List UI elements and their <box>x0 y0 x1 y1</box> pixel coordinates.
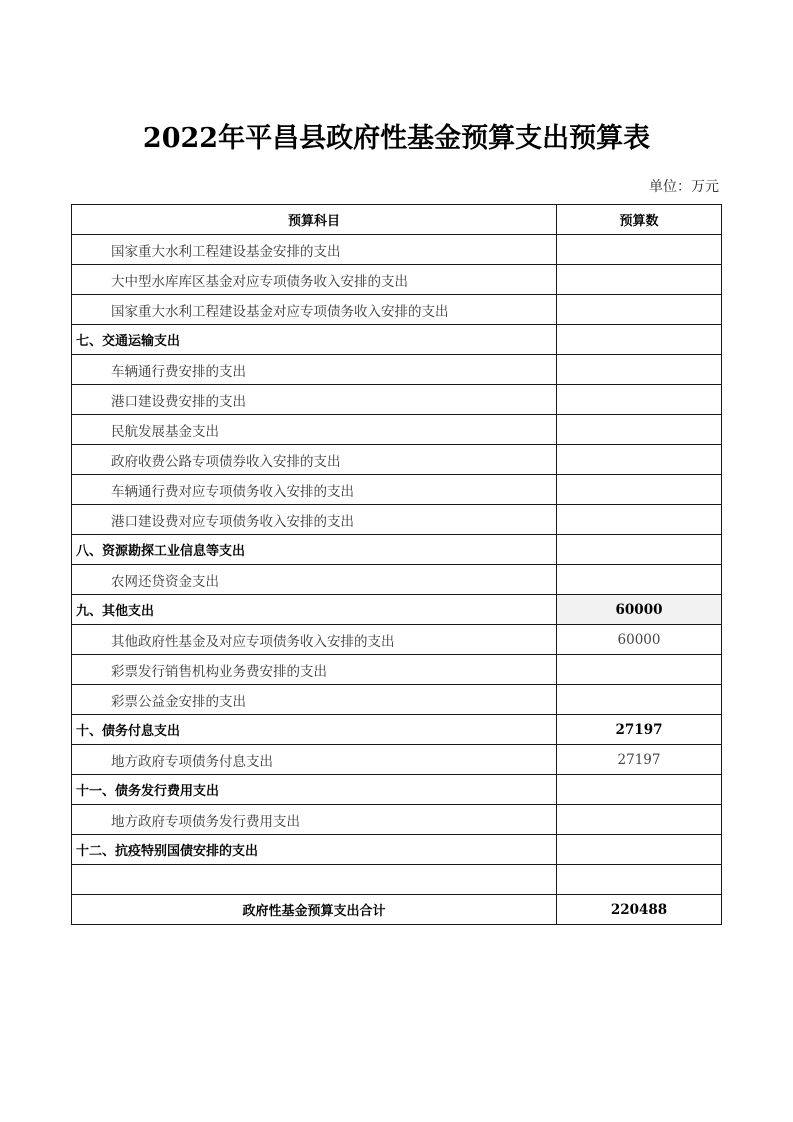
table-header-row <box>72 205 722 235</box>
row-value <box>557 655 722 685</box>
row-label: 国家重大水利工程建设基金对应专项债务收入安排的支出 <box>72 295 557 325</box>
row-value <box>557 415 722 445</box>
row-value <box>557 805 722 835</box>
row-label: 大中型水库库区基金对应专项债务收入安排的支出 <box>72 265 557 295</box>
category-row <box>72 775 722 805</box>
table-row <box>72 385 722 415</box>
row-label: 港口建设费安排的支出 <box>72 385 557 415</box>
row-value <box>557 325 722 355</box>
row-label: 地方政府专项债务付息支出 <box>72 745 557 775</box>
row-label: 彩票发行销售机构业务费安排的支出 <box>72 655 557 685</box>
row-value <box>557 265 722 295</box>
total-label: 政府性基金预算支出合计 <box>72 895 557 925</box>
table-row <box>72 565 722 595</box>
table-row <box>72 235 722 265</box>
page-title: 2022年平昌县政府性基金预算支出预算表 <box>142 123 651 154</box>
total-row <box>72 895 722 925</box>
category-row <box>72 715 722 745</box>
row-label: 车辆通行费对应专项债务收入安排的支出 <box>72 475 557 505</box>
table-row <box>72 805 722 835</box>
category-row <box>72 535 722 565</box>
row-value: 27197 <box>557 745 722 775</box>
row-value <box>557 835 722 865</box>
table-row <box>72 745 722 775</box>
table-row <box>72 445 722 475</box>
row-label: 九、其他支出 <box>72 595 557 625</box>
category-row <box>72 595 722 625</box>
row-value <box>557 295 722 325</box>
header-budget-amount: 预算数 <box>557 205 722 235</box>
row-label: 彩票公益金安排的支出 <box>72 685 557 715</box>
budget-table <box>71 204 722 925</box>
table-row <box>72 415 722 445</box>
row-value <box>557 505 722 535</box>
row-label: 十、债务付息支出 <box>72 715 557 745</box>
row-label: 地方政府专项债务发行费用支出 <box>72 805 557 835</box>
table-row <box>72 265 722 295</box>
row-value <box>557 685 722 715</box>
table-row <box>72 355 722 385</box>
category-row <box>72 325 722 355</box>
category-row <box>72 835 722 865</box>
row-label: 十一、债务发行费用支出 <box>72 775 557 805</box>
row-value <box>557 385 722 415</box>
row-label: 农网还贷资金支出 <box>72 565 557 595</box>
row-value <box>557 445 722 475</box>
row-label: 民航发展基金支出 <box>72 415 557 445</box>
row-value <box>557 235 722 265</box>
row-value: 60000 <box>557 595 722 625</box>
table-row <box>72 475 722 505</box>
row-value <box>557 565 722 595</box>
row-value: 60000 <box>557 625 722 655</box>
row-label: 八、资源勘探工业信息等支出 <box>72 535 557 565</box>
row-value <box>557 475 722 505</box>
total-value: 220488 <box>557 895 722 925</box>
header-budget-item: 预算科目 <box>72 205 557 235</box>
row-label: 十二、抗疫特别国债安排的支出 <box>72 835 557 865</box>
row-label: 七、交通运输支出 <box>72 325 557 355</box>
row-value <box>557 535 722 565</box>
table-row <box>72 865 722 895</box>
row-value <box>557 865 722 895</box>
row-value <box>557 355 722 385</box>
unit-label: 单位：万元 <box>649 179 719 195</box>
row-label: 港口建设费对应专项债务收入安排的支出 <box>72 505 557 535</box>
row-value <box>557 775 722 805</box>
row-value: 27197 <box>557 715 722 745</box>
row-label: 国家重大水利工程建设基金安排的支出 <box>72 235 557 265</box>
table-row <box>72 295 722 325</box>
table-row <box>72 655 722 685</box>
table-row <box>72 505 722 535</box>
table-row <box>72 625 722 655</box>
row-label: 其他政府性基金及对应专项债务收入安排的支出 <box>72 625 557 655</box>
table-row <box>72 685 722 715</box>
row-label: 车辆通行费安排的支出 <box>72 355 557 385</box>
row-label: 政府收费公路专项债券收入安排的支出 <box>72 445 557 475</box>
row-label <box>72 865 557 895</box>
